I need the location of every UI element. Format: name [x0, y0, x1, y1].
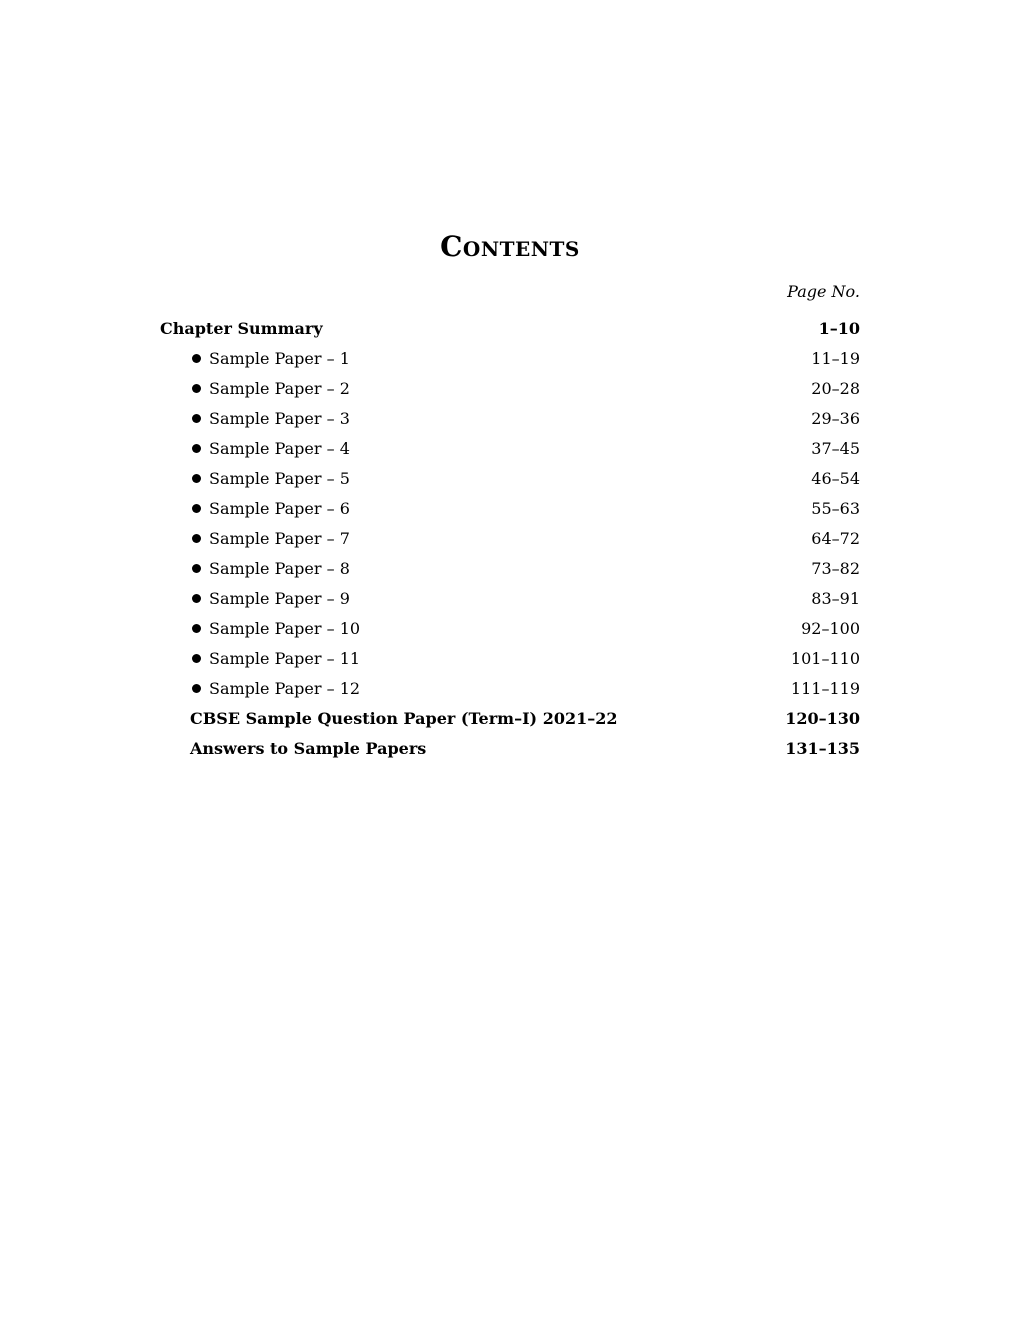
bullet-icon [192, 534, 201, 543]
toc-pages: 37–45 [811, 439, 860, 458]
toc-row-cbse-paper [160, 706, 860, 736]
toc-pages: 64–72 [811, 529, 860, 548]
bullet-icon [192, 474, 201, 483]
toc-row-chapter-summary [160, 316, 860, 346]
toc-row-sample-paper [160, 376, 860, 406]
toc-label: Sample Paper – 1 [209, 349, 350, 368]
bullet-icon [192, 414, 201, 423]
toc-pages: 55–63 [811, 499, 860, 518]
toc-pages: 46–54 [811, 469, 860, 488]
toc-label: Sample Paper – 7 [209, 529, 350, 548]
toc-row-sample-paper [160, 526, 860, 556]
toc-pages: 73–82 [811, 559, 860, 578]
page-title: Contents [440, 230, 580, 263]
toc-row-sample-paper [160, 466, 860, 496]
toc-pages: 101–110 [790, 649, 860, 668]
toc-row-sample-paper [160, 646, 860, 676]
toc-pages: 29–36 [811, 409, 860, 428]
toc-label: Sample Paper – 4 [209, 439, 350, 458]
toc-label: Answers to Sample Papers [190, 739, 427, 758]
bullet-icon [192, 564, 201, 573]
toc-row-sample-paper [160, 406, 860, 436]
toc-pages: 1–10 [818, 319, 860, 338]
toc-pages: 83–91 [811, 589, 860, 608]
toc-row-sample-paper [160, 556, 860, 586]
toc-row-sample-paper [160, 616, 860, 646]
bullet-icon [192, 594, 201, 603]
toc-label: Sample Paper – 2 [209, 379, 350, 398]
toc-row-answers [160, 736, 860, 766]
toc-row-sample-paper [160, 346, 860, 376]
toc-label: Sample Paper – 6 [209, 499, 350, 518]
bullet-icon [192, 384, 201, 393]
table-of-contents [160, 316, 860, 766]
toc-row-sample-paper [160, 676, 860, 706]
toc-pages: 11–19 [811, 349, 860, 368]
bullet-icon [192, 624, 201, 633]
toc-pages: 92–100 [801, 619, 860, 638]
toc-label: Sample Paper – 12 [209, 679, 361, 698]
toc-label: Sample Paper – 5 [209, 469, 350, 488]
page-no-header: Page No. [787, 282, 860, 301]
toc-pages: 131–135 [785, 739, 860, 758]
toc-label: Chapter Summary [160, 319, 323, 338]
toc-row-sample-paper [160, 586, 860, 616]
toc-row-sample-paper [160, 496, 860, 526]
toc-label: Sample Paper – 3 [209, 409, 350, 428]
toc-label: Sample Paper – 8 [209, 559, 350, 578]
toc-label: Sample Paper – 11 [209, 649, 361, 668]
bullet-icon [192, 444, 201, 453]
toc-label: Sample Paper – 9 [209, 589, 350, 608]
toc-label: Sample Paper – 10 [209, 619, 361, 638]
bullet-icon [192, 354, 201, 363]
toc-pages: 120–130 [785, 709, 860, 728]
bullet-icon [192, 684, 201, 693]
bullet-icon [192, 654, 201, 663]
toc-label: CBSE Sample Question Paper (Term–I) 2021–22 [190, 709, 618, 728]
toc-pages: 111–119 [790, 679, 860, 698]
toc-row-sample-paper [160, 436, 860, 466]
bullet-icon [192, 504, 201, 513]
toc-pages: 20–28 [811, 379, 860, 398]
